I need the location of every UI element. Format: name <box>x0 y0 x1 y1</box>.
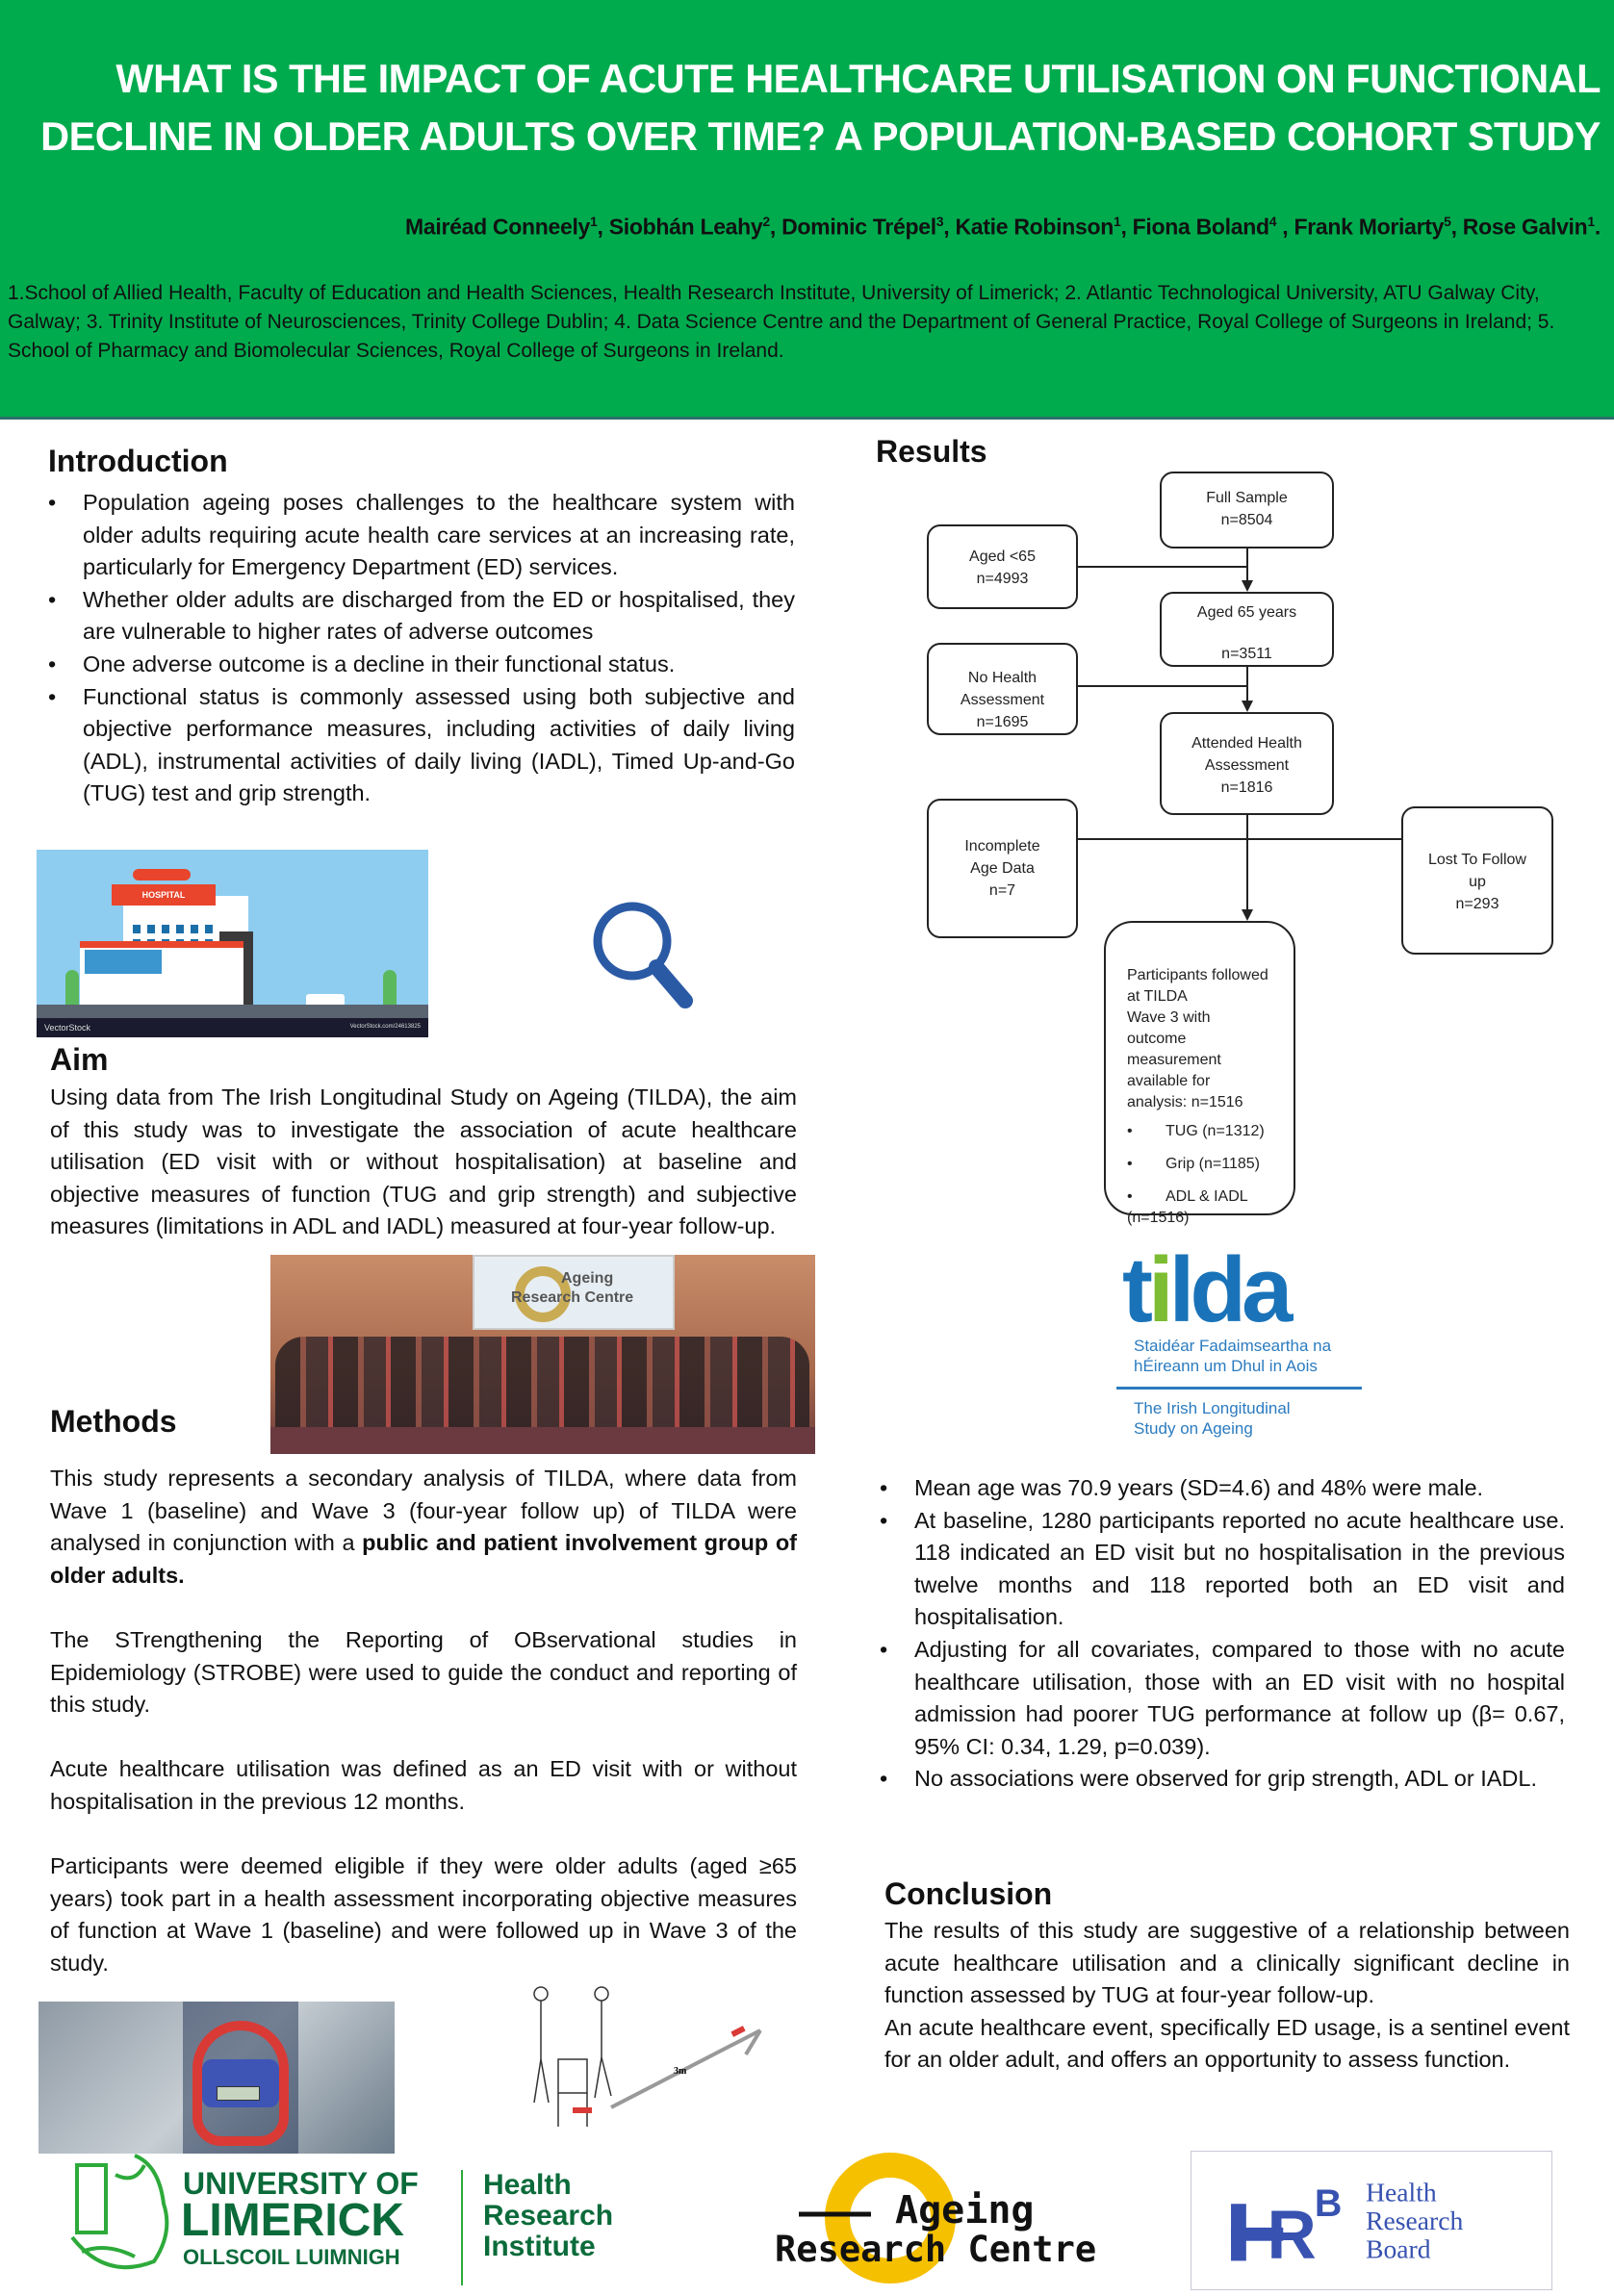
author-name: Frank Moriarty <box>1294 214 1445 240</box>
tug-distance-label: 3m <box>674 2066 687 2077</box>
flowchart-box-attended-health-assessment <box>1160 712 1334 815</box>
author-name: Mairéad Conneely <box>405 214 591 240</box>
health-research-board-logo <box>1191 2151 1552 2290</box>
image-credit <box>37 1018 428 1037</box>
author-name: Katie Robinson <box>955 214 1114 240</box>
svg-text:R: R <box>1267 2197 1317 2274</box>
introduction-bullet: • Whether older adults are discharged from the ED or hospitalised, they are vulnerable to higher rates of adverse outcomes <box>48 584 795 649</box>
methods-p1-bold: public and patient involvement group of older adults. <box>50 1530 797 1588</box>
tilda-irish-line: Staidéar Fadaimseartha na <box>1134 1337 1332 1355</box>
box-label: Aged <65 <box>969 548 1036 565</box>
hospital-illustration <box>37 850 428 1037</box>
arrow-head-icon <box>1242 909 1253 921</box>
methods-text <box>50 1463 797 2012</box>
introduction-heading: Introduction <box>48 444 228 478</box>
participants-sub-item: • TUG (n=1312) <box>1127 1123 1265 1139</box>
box-label: Full Sample <box>1206 490 1288 506</box>
methods-paragraph-2: The STrengthening the Reporting of OBservational studies in Epidemiology (STROBE) were used to guide the conduct and reporting of this study. <box>50 1626 797 1718</box>
credit-left: VectorStock <box>44 1023 91 1033</box>
projector-screen <box>473 1255 675 1330</box>
tilda-irish-name <box>1134 1336 1331 1376</box>
conclusion-paragraph-2: An acute healthcare event, specifically ED usage, is a sentinel event for an older adult, and offers an opportunity to assess function. <box>884 2014 1570 2073</box>
flowchart-box-participants <box>1104 921 1295 1226</box>
tug-test-illustration <box>520 1982 808 2136</box>
box-label: Incomplete <box>964 838 1040 855</box>
introduction-bullet: • One adverse outcome is a decline in their functional status. <box>48 649 795 681</box>
hospital-windows <box>85 950 162 974</box>
author-affiliation-mark: 4 <box>1268 214 1277 229</box>
university-of-limerick-logo <box>67 2146 645 2290</box>
methods-p1-text: This study represents a secondary analysis of TILDA, where data from Wave 1 (baseline) and Wave 3 (four-year follow up) of TILDA were analysed in conjunction with a <box>50 1466 797 1556</box>
box-label: up <box>1469 874 1486 890</box>
group-of-people <box>275 1337 809 1433</box>
connector-line <box>1246 548 1248 582</box>
tilda-logo <box>1116 1238 1367 1466</box>
author-name: Siobhán Leahy <box>608 214 763 240</box>
tilda-irish-line: hÉireann um Dhul in Aois <box>1134 1357 1318 1375</box>
author-list: Mairéad Conneely$^1$, Siobhán Leahy$^2$, Dominic Trépel$^3$, Katie Robinson$^1$, Fiona Boland$^4$ , Frank Moriarty$^5$, Rose Galvin$^1$. <box>405 214 1601 240</box>
participants-sub-item: • ADL & IADL (n=1516) <box>1127 1188 1248 1226</box>
credit-right: VectorStock.com/24613825 <box>349 1024 421 1030</box>
tilda-english-line: The Irish Longitudinal <box>1134 1399 1291 1417</box>
conclusion-text <box>884 1915 1570 2077</box>
author-affiliation-mark: 1 <box>1113 214 1121 229</box>
box-text-line: analysis: n=1516 <box>1127 1094 1243 1110</box>
flowchart-box-no-health-assessment <box>927 643 1078 735</box>
magnifier-icon <box>589 900 705 1010</box>
hri-line-2: Research <box>483 2200 614 2232</box>
hri-line-1: Health <box>483 2169 572 2201</box>
box-label: Lost To Follow <box>1428 852 1526 868</box>
results-heading: Results <box>876 434 987 469</box>
arrow-head-icon <box>1242 580 1253 592</box>
svg-text:B: B <box>1314 2182 1343 2226</box>
title-line-2: DECLINE IN OLDER ADULTS OVER TIME? A POPULATION-BASED COHORT STUDY <box>40 114 1601 159</box>
box-count: n=1695 <box>976 714 1029 730</box>
carpet <box>270 1427 815 1454</box>
box-count: n=1816 <box>1220 779 1273 796</box>
hrb-mark-icon <box>1231 2182 1342 2273</box>
author-name: Dominic Trépel <box>781 214 936 240</box>
author-affiliation-mark: 1 <box>590 214 598 229</box>
group-photo <box>270 1255 815 1454</box>
hri-line-3: Institute <box>483 2231 596 2262</box>
methods-paragraph-1 <box>50 1463 797 1592</box>
ul-line-3: OLLSCOIL LUIMNIGH <box>183 2245 400 2269</box>
sub-item-text: TUG (n=1312) <box>1166 1123 1265 1139</box>
box-count: n=4993 <box>976 571 1029 587</box>
flowchart-box-full-sample <box>1160 472 1334 548</box>
connector-line <box>1078 685 1247 687</box>
aim-text: Using data from The Irish Longitudinal Study on Ageing (TILDA), the aim of this study was to investigate the association of acute healthcare utilisation (ED visit with or without hospitalisation) at baseline and objective measures of function (TUG and grip strength) and subjective measures (limitations in ADL and IADL) measured at four-year follow-up. <box>50 1084 797 1239</box>
author-affiliation-mark: 1 <box>1587 214 1595 229</box>
tree-shape <box>65 970 79 1008</box>
author-name: Fiona Boland <box>1132 214 1269 240</box>
poster-header <box>0 0 1614 420</box>
connector-line <box>1246 667 1248 702</box>
ageing-research-centre-logo <box>770 2151 1116 2285</box>
box-count: n=293 <box>1455 896 1499 912</box>
affiliations: 1.School of Allied Health, Faculty of Education and Health Sciences, Health Research Institute, University of Limerick; 2. Atlantic Technological University, ATU Galway City, Galway; 3. Trinity Institute of Neurosciences, Trinity College Dublin; 4. Data Science Centre and the Department of General Practice, Royal College of Surgeons in Ireland; 5. School of Pharmacy and Biomolecular Sciences, Royal College of Surgeons in Ireland. <box>8 282 1555 362</box>
introduction-bullets <box>48 487 795 810</box>
ul-crest-icon <box>72 2156 167 2267</box>
box-count: n=8504 <box>1220 512 1273 528</box>
sub-item-text: ADL & IADL (n=1516) <box>1127 1188 1248 1226</box>
sub-item-text: Grip (n=1185) <box>1166 1156 1260 1172</box>
tree-shape <box>383 970 397 1008</box>
author-affiliation-mark: 2 <box>762 214 770 229</box>
hrb-line-3: Board <box>1366 2233 1431 2264</box>
tilda-english-name <box>1134 1398 1291 1439</box>
methods-paragraph-4: Participants were deemed eligible if they were older adults (aged ≥65 years) took part in a health assessment incorporating objective measures of function at Wave 1 (baseline) and were followed up in Wave 3 of the study. <box>50 1853 797 1976</box>
arrow-head-icon <box>1242 701 1253 712</box>
results-bullet: • No associations were observed for grip strength, ADL or IADL. <box>880 1763 1565 1796</box>
results-bullet: • Adjusting for all covariates, compared to those with no acute healthcare utilisation, those with an ED visit with no hospital admission had poorer TUG performance at follow up (β= 0.67, 95% CI: 0.34, 1.29, p=0.039). <box>880 1634 1565 1763</box>
box-count: n=3511 <box>1221 646 1272 662</box>
author-affiliation-mark: 3 <box>935 214 944 229</box>
participants-sub-item: • Grip (n=1185) <box>1127 1156 1260 1172</box>
ground <box>37 1005 428 1018</box>
author-name: Rose Galvin <box>1462 214 1588 240</box>
flowchart-box-aged-65 <box>1160 592 1334 667</box>
hrb-line-1: Health <box>1366 2177 1437 2207</box>
flowchart-box-lost-to-follow-up <box>1401 806 1553 955</box>
dynamometer-display <box>217 2086 260 2101</box>
flowchart-box-incomplete-age <box>927 799 1078 938</box>
hrb-line-2: Research <box>1366 2205 1464 2235</box>
introduction-bullet: • Population ageing poses challenges to the healthcare system with older adults requiring acute health care services at an increasing rate, particularly for Emergency Department (ED) services. <box>48 487 795 584</box>
author-affiliation-mark: 5 <box>1444 214 1451 229</box>
box-text-line: Wave 3 with outcome <box>1127 1009 1211 1047</box>
hospital-sign: HOSPITAL <box>112 884 216 906</box>
box-label: Assessment <box>1204 757 1290 774</box>
results-bullet: • Mean age was 70.9 years (SD=4.6) and 48% were male. <box>880 1472 1565 1505</box>
arc-line-1: Ageing <box>895 2188 1035 2232</box>
introduction-bullet: • Functional status is commonly assessed using both subjective and objective performance measures, including activities of daily living (ADL), instrumental activities of daily living (IADL), Timed Up-and-Go (TUG) test and grip strength. <box>48 681 795 810</box>
arc-line-2: Research Centre <box>775 2229 1097 2270</box>
helicopter-icon <box>133 869 191 880</box>
title-line-1: WHAT IS THE IMPACT OF ACUTE HEALTHCARE UTILISATION ON FUNCTIONAL <box>115 56 1601 101</box>
tilda-wordmark: tilda <box>1122 1238 1289 1341</box>
results-bullet: • At baseline, 1280 participants reported no acute healthcare use. 118 indicated an ED visit but no hospitalisation in the previous twelve months and 118 reported both an ED visit and hospitalisation. <box>880 1505 1565 1634</box>
ul-line-2: LIMERICK <box>181 2195 404 2246</box>
box-text-line: measurement available for <box>1127 1052 1221 1089</box>
grip-dynamometer-photo <box>38 2002 395 2154</box>
screen-text-1: Ageing <box>561 1270 614 1287</box>
aim-heading: Aim <box>50 1042 109 1077</box>
poster-title <box>13 50 1601 166</box>
conclusion-paragraph-1: The results of this study are suggestive of a relationship between acute healthcare utilisation and a clinically significant decline in function assessed by TUG at four-year follow-up. <box>884 1918 1570 2008</box>
methods-heading: Methods <box>50 1404 177 1439</box>
screen-text-2: Research Centre <box>511 1289 634 1306</box>
box-label: No Health <box>967 670 1038 686</box>
results-bullets <box>880 1472 1565 1796</box>
box-label: Aged 65 years <box>1196 604 1297 621</box>
box-label: Age Data <box>970 860 1035 877</box>
box-label: Assessment <box>960 692 1045 708</box>
connector-line <box>1246 815 1248 911</box>
box-text-line: Participants followed at TILDA <box>1127 967 1268 1005</box>
tilda-english-line: Study on Ageing <box>1134 1419 1253 1438</box>
connector-line <box>1078 566 1247 568</box>
conclusion-heading: Conclusion <box>884 1876 1053 1911</box>
box-count: n=7 <box>988 882 1016 899</box>
flowchart-box-aged-under-65 <box>927 524 1078 609</box>
ul-line-1: UNIVERSITY OF <box>183 2166 419 2201</box>
box-label: Attended Health <box>1191 735 1302 752</box>
tilda-divider <box>1116 1387 1362 1390</box>
methods-paragraph-3: Acute healthcare utilisation was defined as an ED visit with or without hospitalisation in the previous 12 months. <box>50 1756 797 1814</box>
connector-line <box>1078 838 1401 840</box>
